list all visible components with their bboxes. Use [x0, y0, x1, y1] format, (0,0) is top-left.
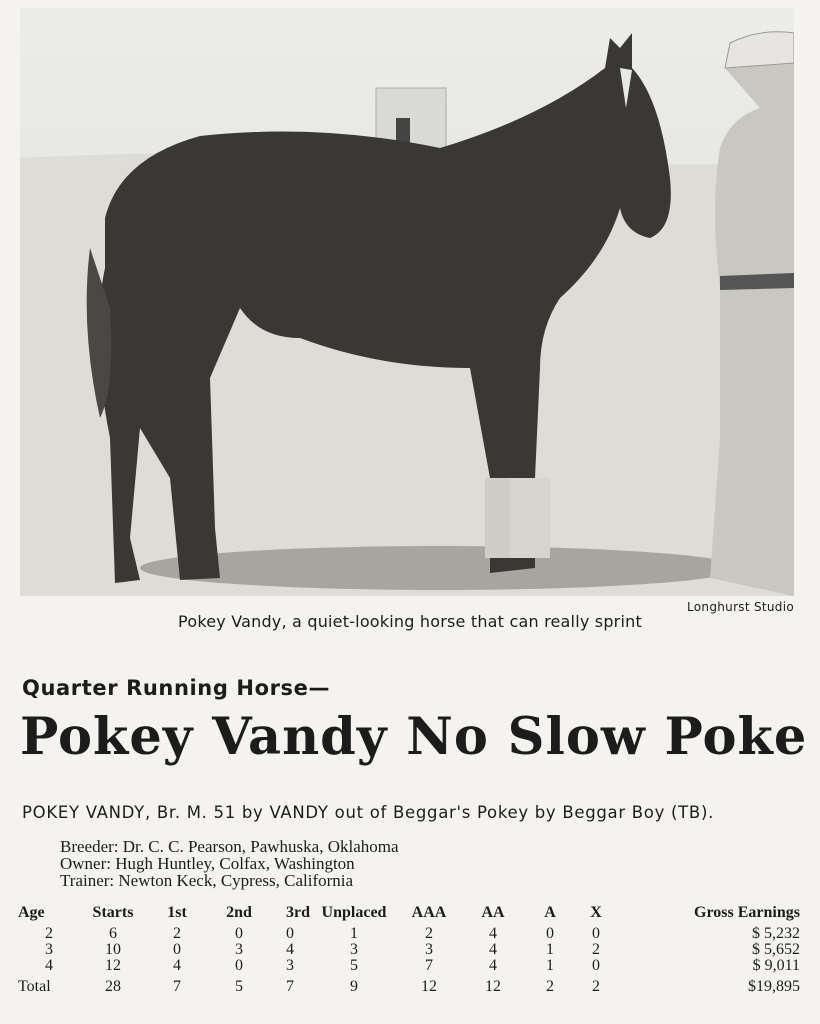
cell-3rd: 7 — [286, 978, 294, 995]
cell-unplaced: 3 — [350, 941, 358, 958]
connections-block — [60, 838, 399, 889]
col-header-x: X — [590, 904, 602, 921]
cell-a: 1 — [546, 957, 554, 974]
cell-3rd: 3 — [286, 957, 294, 974]
cell-aaa: 3 — [425, 941, 433, 958]
cell-3rd: 0 — [286, 925, 294, 942]
cell-a: 1 — [546, 941, 554, 958]
cell-aa: 4 — [489, 941, 497, 958]
cell-aaa: 2 — [425, 925, 433, 942]
cell-age: 2 — [45, 925, 53, 942]
cell-starts: 6 — [109, 925, 117, 942]
cell-x: 0 — [592, 957, 600, 974]
col-header-aaa: AAA — [411, 904, 447, 921]
cell-aa: 12 — [485, 978, 501, 995]
col-header-starts: Starts — [92, 904, 134, 921]
cell-a: 2 — [546, 978, 554, 995]
cell-age: 3 — [45, 941, 53, 958]
cell-starts: 12 — [105, 957, 121, 974]
race-record-table — [18, 904, 800, 995]
cell-age: 4 — [45, 957, 53, 974]
cell-aa: 4 — [489, 925, 497, 942]
cell-unplaced: 1 — [350, 925, 358, 942]
cell-1st: 7 — [173, 978, 181, 995]
table-total-row — [18, 974, 800, 995]
col-header-unplaced: Unplaced — [321, 904, 387, 921]
cell-x: 0 — [592, 925, 600, 942]
photo-caption: Pokey Vandy, a quiet-looking horse that can really sprint — [178, 612, 642, 631]
cell-1st: 0 — [173, 941, 181, 958]
cell-x: 2 — [592, 941, 600, 958]
col-header-a: A — [544, 904, 556, 921]
article-headline: Pokey Vandy No Slow Poke — [20, 707, 808, 767]
table-row — [18, 926, 800, 942]
table-header-row — [18, 904, 800, 926]
table-row — [18, 958, 800, 974]
cell-1st: 2 — [173, 925, 181, 942]
article-kicker: Quarter Running Horse— — [22, 676, 331, 700]
cell-2nd: 5 — [235, 978, 243, 995]
col-header-age: Age — [18, 904, 45, 921]
cell-a: 0 — [546, 925, 554, 942]
cell-earnings: $ 9,011 — [752, 957, 800, 974]
cell-unplaced: 9 — [350, 978, 358, 995]
cell-x: 2 — [592, 978, 600, 995]
pedigree-line: POKEY VANDY, Br. M. 51 by VANDY out of Beggar's Pokey by Beggar Boy (TB). — [22, 803, 715, 822]
horse-photo — [20, 8, 794, 596]
cell-3rd: 4 — [286, 941, 294, 958]
photo-credit: Longhurst Studio — [687, 600, 794, 614]
table-row — [18, 942, 800, 958]
cell-1st: 4 — [173, 957, 181, 974]
cell-earnings: $19,895 — [748, 978, 800, 995]
cell-2nd: 0 — [235, 957, 243, 974]
horse-illustration — [20, 8, 794, 596]
cell-earnings: $ 5,652 — [752, 941, 800, 958]
cell-starts: 10 — [105, 941, 121, 958]
col-header-2nd: 2nd — [226, 904, 252, 921]
col-header-gross-earnings: Gross Earnings — [694, 904, 800, 921]
col-header-3rd: 3rd — [286, 904, 310, 921]
cell-total-label: Total — [18, 978, 51, 995]
cell-aa: 4 — [489, 957, 497, 974]
cell-2nd: 3 — [235, 941, 243, 958]
cell-unplaced: 5 — [350, 957, 358, 974]
owner-line: Owner: Hugh Huntley, Colfax, Washington — [60, 854, 355, 873]
cell-starts: 28 — [105, 978, 121, 995]
cell-2nd: 0 — [235, 925, 243, 942]
cell-aaa: 7 — [425, 957, 433, 974]
col-header-1st: 1st — [167, 904, 187, 921]
cell-earnings: $ 5,232 — [752, 925, 800, 942]
breeder-line: Breeder: Dr. C. C. Pearson, Pawhuska, Oklahoma — [60, 837, 399, 856]
trainer-line: Trainer: Newton Keck, Cypress, California — [60, 871, 354, 890]
cell-aaa: 12 — [421, 978, 437, 995]
col-header-aa: AA — [481, 904, 505, 921]
